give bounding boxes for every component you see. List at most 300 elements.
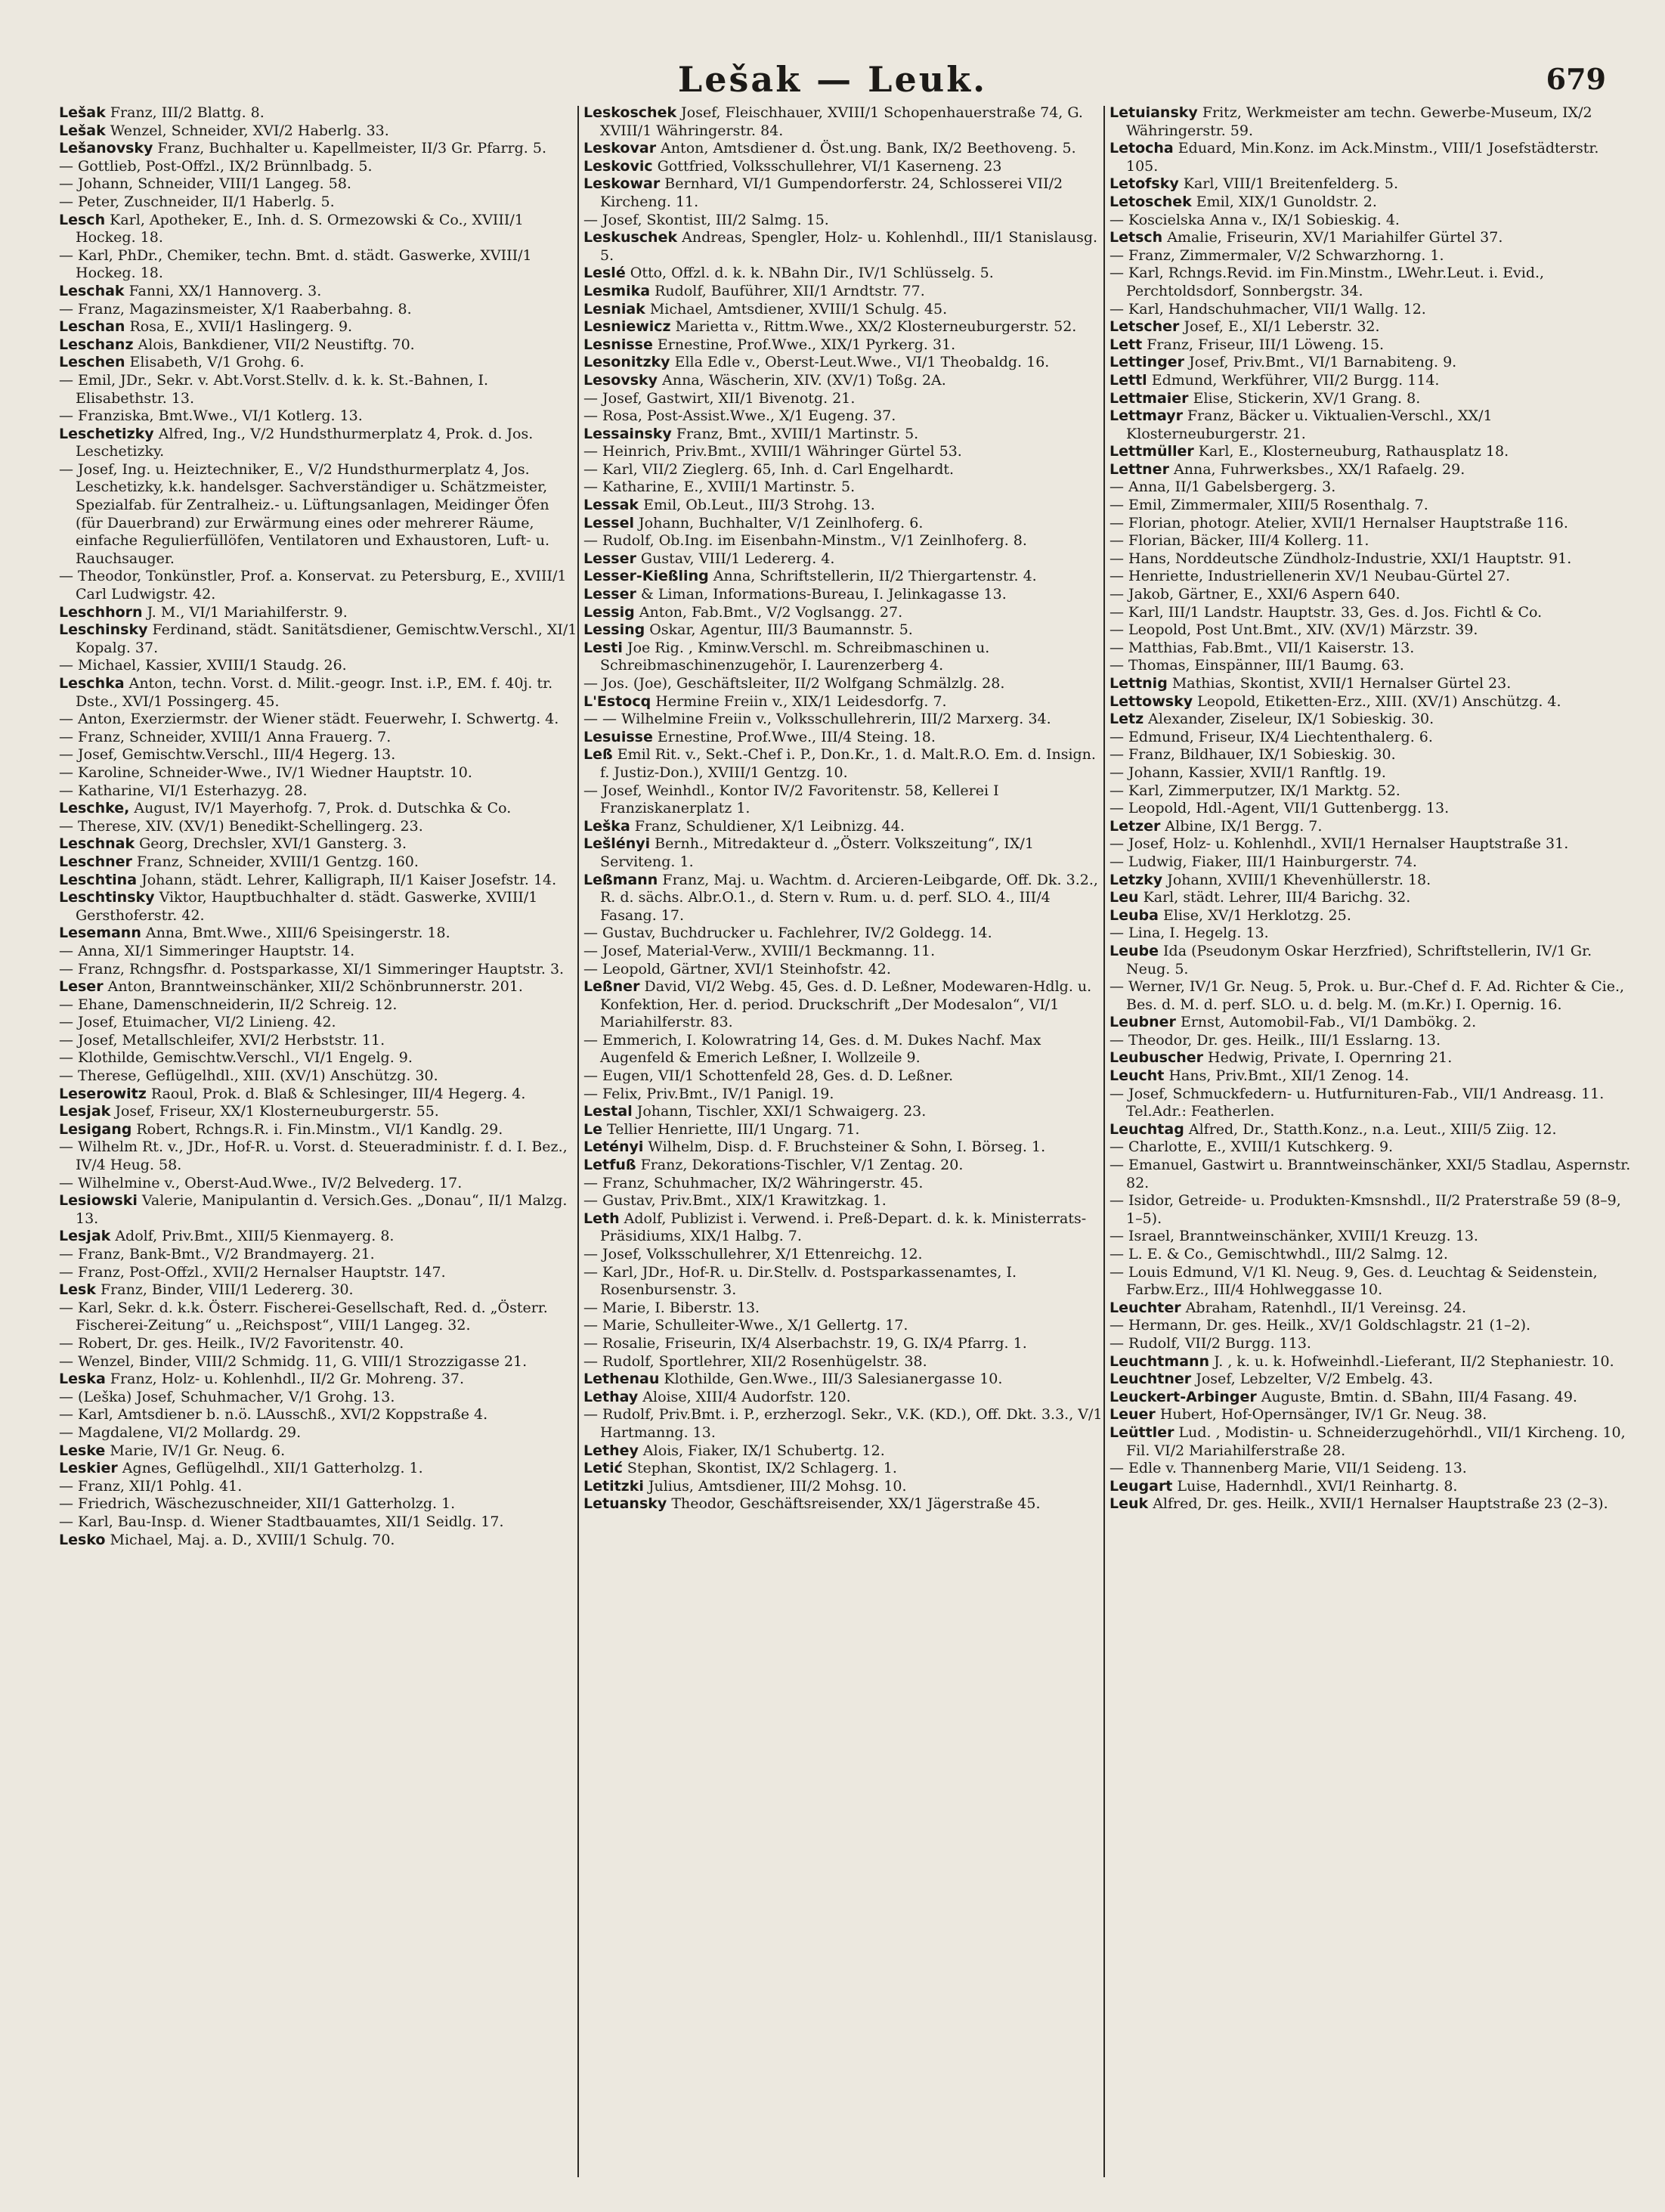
- directory-entry: — Gustav, Buchdrucker u. Fachlehrer, IV/2 Goldegg. 14.: [583, 925, 992, 942]
- directory-entry: Leschnak Georg, Drechsler, XVI/1 Gansterg. 3.: [59, 835, 407, 853]
- directory-entry: Letofsky Karl, VIII/1 Breitenfelderg. 5.: [1109, 175, 1398, 193]
- directory-entry: — Franz, Post-Offzl., XVII/2 Hernalser Hauptstr. 147.: [59, 1263, 446, 1281]
- directory-entry: — Franz, Rchngsfhr. d. Postsparkasse, XI/1 Simmeringer Hauptstr. 3.: [59, 960, 565, 977]
- entry-surname: Lettnig: [1109, 675, 1168, 692]
- directory-entry: — Klothilde, Gemischtw.Verschl., VI/1 Engelg. 9.: [59, 1049, 413, 1067]
- entry-surname: Lesovsky: [583, 371, 658, 389]
- directory-entry: — Josef, Gemischtw.Verschl., III/4 Hegerg. 13.: [59, 746, 396, 764]
- entry-surname: Lethenau: [583, 1371, 660, 1388]
- directory-entry: Lesti Joe Rig. , Kminw.Verschl. m. Schreibmaschinen u. Schreibmaschinenzugehör, I. Laurenzerberg 4.: [583, 639, 990, 674]
- directory-entry: Lettmaier Elise, Stickerin, XV/1 Grang. 8.: [1109, 389, 1421, 407]
- directory-entry: Leschan Rosa, E., XVII/1 Haslingerg. 9.: [59, 318, 353, 336]
- entry-surname: Leschinsky: [59, 621, 148, 639]
- entry-surname: Leuckert-Arbinger: [1109, 1388, 1257, 1405]
- directory-entry: Leschhorn J. M., VI/1 Mariahilferstr. 9.: [59, 603, 348, 621]
- directory-entry: — Karl, Handschuhmacher, VII/1 Wallg. 12.: [1109, 300, 1426, 318]
- directory-entry: — Jos. (Joe), Geschäftsleiter, II/2 Wolfgang Schmälzlg. 28.: [583, 675, 1005, 692]
- entry-surname: Leška: [583, 817, 630, 835]
- directory-entry: Leugart Luise, Hadernhdl., XVI/1 Reinhartg. 8.: [1109, 1477, 1458, 1495]
- directory-entry: — Wilhelm Rt. v., JDr., Hof-R. u. Vorst. d. Steueradministr. f. d. I. Bez., IV/4 Heug. 58.: [59, 1139, 568, 1174]
- entry-surname: Leschen: [59, 354, 125, 371]
- entry-surname: Leubuscher: [1109, 1049, 1204, 1067]
- directory-entry: — Anton, Exerziermstr. der Wiener städt. Feuerwehr, I. Schwertg. 4.: [59, 711, 559, 728]
- directory-entry: Leslé Otto, Offzl. d. k. k. NBahn Dir., IV/1 Schlüsselg. 5.: [583, 265, 994, 282]
- directory-entry: — Josef, Etuimacher, VI/2 Linieng. 42.: [59, 1014, 336, 1031]
- directory-entry: — Franz, Bildhauer, IX/1 Sobieskig. 30.: [1109, 746, 1396, 764]
- directory-entry: Leske Marie, IV/1 Gr. Neug. 6.: [59, 1442, 286, 1459]
- entry-surname: Leska: [59, 1371, 106, 1388]
- entry-surname: Leschka: [59, 675, 125, 692]
- directory-entry: — Josef, Metallschleifer, XVI/2 Herbststr. 11.: [59, 1031, 385, 1049]
- entry-surname: Lessainsky: [583, 425, 672, 442]
- directory-entry: Lett Franz, Friseur, III/1 Löweng. 15.: [1109, 336, 1385, 353]
- directory-entry: — Louis Edmund, V/1 Kl. Neug. 9, Ges. d. Leuchtag & Seidenstein, Farbw.Erz., III/4 Hohlweggasse 10.: [1109, 1263, 1598, 1299]
- directory-entry: — Ludwig, Fiaker, III/1 Hainburgerstr. 74.: [1109, 853, 1417, 870]
- page-number: 679: [1546, 62, 1606, 96]
- directory-entry: — Anna, XI/1 Simmeringer Hauptstr. 14.: [59, 942, 355, 959]
- directory-entry: Leßmann Franz, Maj. u. Wachtm. d. Arcieren-Leibgarde, Off. Dk. 3.2., R. d. sächs. Albr.O.1., d. Stern v. Rum. u. d. perf. SLO. 4., III/4 Fasang. 17.: [583, 871, 1098, 924]
- directory-entry: — Heinrich, Priv.Bmt., XVIII/1 Währinger Gürtel 53.: [583, 443, 962, 460]
- directory-entry: Leüttler Lud. , Modistin- u. Schneiderzugehörhdl., VII/1 Kircheng. 10, Fil. VI/2 Mariahilferstraße 28.: [1109, 1424, 1626, 1459]
- entry-surname: Letitzki: [583, 1477, 644, 1495]
- directory-entry: — Emanuel, Gastwirt u. Branntweinschänker, XXI/5 Stadlau, Aspernstr. 82.: [1109, 1157, 1631, 1191]
- entry-surname: Leserowitz: [59, 1085, 147, 1102]
- entry-surname: Leüttler: [1109, 1424, 1174, 1441]
- directory-entry: — Felix, Priv.Bmt., IV/1 Panigl. 19.: [583, 1085, 834, 1102]
- directory-entry: Letsch Amalie, Friseurin, XV/1 Mariahilfer Gürtel 37.: [1109, 229, 1503, 246]
- directory-entry: — Anna, II/1 Gabelsbergerg. 3.: [1109, 479, 1336, 496]
- directory-entry: Lešlényi Bernh., Mitredakteur d. „Österr. Volkszeitung“, IX/1 Serviteng. 1.: [583, 835, 1034, 870]
- directory-entry: — Koscielska Anna v., IX/1 Sobieskig. 4.: [1109, 211, 1400, 228]
- directory-entry: Leuba Elise, XV/1 Herklotzg. 25.: [1109, 906, 1351, 924]
- entry-surname: Leskowar: [583, 175, 661, 193]
- entry-surname: Letuansky: [583, 1495, 667, 1513]
- entry-surname: Leugart: [1109, 1477, 1173, 1495]
- directory-entry: — Rudolf, VII/2 Burgg. 113.: [1109, 1334, 1311, 1352]
- directory-entry: Lethenau Klothilde, Gen.Wwe., III/3 Salesianergasse 10.: [583, 1371, 1003, 1388]
- directory-entry: — Lina, I. Hegelg. 13.: [1109, 925, 1269, 942]
- entry-surname: Leth: [583, 1210, 620, 1227]
- directory-entry: — Karl, PhDr., Chemiker, techn. Bmt. d. städt. Gaswerke, XVIII/1 Hockeg. 18.: [59, 246, 532, 282]
- entry-surname: Lesuisse: [583, 728, 653, 745]
- entry-surname: Leuchtag: [1109, 1120, 1184, 1138]
- directory-entry: Lettnig Mathias, Skontist, XVII/1 Hernalser Gürtel 23.: [1109, 675, 1512, 692]
- directory-entry: — Karl, Bau-Insp. d. Wiener Stadtbauamtes, XII/1 Seidlg. 17.: [59, 1513, 504, 1530]
- entry-surname: Leschke,: [59, 800, 130, 817]
- entry-surname: Leu: [1109, 889, 1139, 906]
- directory-entry: Lettmüller Karl, E., Klosterneuburg, Rathausplatz 18.: [1109, 443, 1509, 460]
- directory-entry: Leskovic Gottfried, Volksschullehrer, VI/1 Kaserneng. 23: [583, 157, 1002, 175]
- entry-surname: Lesmika: [583, 282, 651, 299]
- directory-entry: Lesjak Josef, Friseur, XX/1 Klosterneuburgerstr. 55.: [59, 1103, 439, 1120]
- entry-surname: Leschhorn: [59, 603, 143, 621]
- directory-entry: Leuchtner Josef, Lebzelter, V/2 Embelg. 43.: [1109, 1371, 1434, 1388]
- directory-entry: Letfuß Franz, Dekorations-Tischler, V/1 Zentag. 20.: [583, 1157, 964, 1174]
- entry-surname: Leskovar: [583, 140, 657, 157]
- entry-surname: Letuiansky: [1109, 104, 1198, 121]
- directory-entry: Leschinsky Ferdinand, städt. Sanitätsdiener, Gemischtw.Verschl., XI/1 Kopalg. 37.: [59, 621, 577, 656]
- directory-entry: — Karl, Rchngs.Revid. im Fin.Minstm., LWehr.Leut. i. Evid., Perchtoldsdorf, Sonnbergstr. 34.: [1109, 265, 1545, 299]
- directory-entry: Lesnisse Ernestine, Prof.Wwe., XIX/1 Pyrkerg. 31.: [583, 336, 956, 353]
- directory-entry: — Rosalie, Friseurin, IX/4 Alserbachstr. 19, G. IX/4 Pfarrg. 1.: [583, 1334, 1027, 1352]
- directory-entry: L'Estocq Hermine Freiin v., XIX/1 Leidesdorfg. 7.: [583, 692, 947, 710]
- entry-surname: Leschan: [59, 318, 125, 336]
- directory-entry: — Eugen, VII/1 Schottenfeld 28, Ges. d. D. Leßner.: [583, 1067, 954, 1085]
- directory-entry: — Friedrich, Wäschezuschneider, XII/1 Gatterholzg. 1.: [59, 1495, 456, 1513]
- entry-surname: Lešak: [59, 122, 106, 139]
- entry-surname: Leucht: [1109, 1067, 1165, 1085]
- directory-entry: Lesonitzky Ella Edle v., Oberst-Leut.Wwe., VI/1 Theobaldg. 16.: [583, 354, 1050, 371]
- directory-entry: — Marie, Schulleiter-Wwe., X/1 Gellertg. 17.: [583, 1317, 908, 1334]
- directory-entry: Leuchter Abraham, Ratenhdl., II/1 Vereinsg. 24.: [1109, 1299, 1467, 1316]
- directory-entry: — Franz, Schuhmacher, IX/2 Währingerstr. 45.: [583, 1174, 924, 1191]
- entry-surname: Lessel: [583, 514, 635, 531]
- directory-entry: Leschen Elisabeth, V/1 Grohg. 6.: [59, 354, 305, 371]
- entry-surname: Leskoschek: [583, 104, 677, 121]
- directory-entry: Lessig Anton, Fab.Bmt., V/2 Voglsangg. 27.: [583, 603, 903, 621]
- directory-entry: — Karl, VII/2 Zieglerg. 65, Inh. d. Carl Engelhardt.: [583, 460, 955, 478]
- entry-surname: Lesch: [59, 211, 106, 228]
- directory-entry: — Marie, I. Biberstr. 13.: [583, 1299, 760, 1316]
- entry-surname: Lesjak: [59, 1103, 111, 1120]
- directory-entry: — Emil, Zimmermaler, XIII/5 Rosenthalg. 7.: [1109, 497, 1428, 514]
- entry-surname: Leuer: [1109, 1406, 1156, 1424]
- directory-entry: — Therese, Geflügelhdl., XIII. (XV/1) Anschützg. 30.: [59, 1067, 438, 1085]
- entry-surname: Lethay: [583, 1388, 639, 1405]
- directory-entry: — Henriette, Industriellenerin XV/1 Neubau-Gürtel 27.: [1109, 568, 1511, 585]
- directory-entry: Lešak Wenzel, Schneider, XVI/2 Haberlg. 33.: [59, 122, 389, 139]
- directory-entry: Letić Stephan, Skontist, IX/2 Schlagerg. 1.: [583, 1460, 897, 1477]
- entry-surname: Lesko: [59, 1531, 106, 1548]
- directory-entry: Lettl Edmund, Werkführer, VII/2 Burgg. 114.: [1109, 371, 1440, 389]
- directory-entry: — Emil, JDr., Sekr. v. Abt.Vorst.Stellv. d. k. k. St.-Bahnen, I. Elisabethstr. 13.: [59, 371, 489, 407]
- directory-entry: — Isidor, Getreide- u. Produkten-Kmsnshdl., II/2 Praterstraße 59 (8–9, 1–5).: [1109, 1192, 1621, 1227]
- directory-entry: Leschner Franz, Schneider, XVIII/1 Gentzg. 160.: [59, 853, 419, 870]
- directory-entry: Leserowitz Raoul, Prok. d. Blaß & Schlesinger, III/4 Hegerg. 4.: [59, 1085, 526, 1102]
- directory-entry: — Josef, Weinhdl., Kontor IV/2 Favoritenstr. 58, Kellerei I Franziskanerplatz 1.: [583, 782, 999, 817]
- directory-entry: — Theodor, Tonkünstler, Prof. a. Konservat. zu Petersburg, E., XVIII/1 Carl Ludwigstr. 42.: [59, 568, 567, 603]
- directory-entry: — Wilhelmine v., Oberst-Aud.Wwe., IV/2 Belvederg. 17.: [59, 1174, 463, 1191]
- entry-surname: Lešlényi: [583, 835, 651, 853]
- directory-entry: Leskuschek Andreas, Spengler, Holz- u. Kohlenhdl., III/1 Stanislausg. 5.: [583, 229, 1098, 264]
- directory-entry: — Josef, Material-Verw., XVIII/1 Beckmanng. 11.: [583, 942, 936, 959]
- directory-entry: Lesser & Liman, Informations-Bureau, I. Jelinkagasse 13.: [583, 586, 1007, 603]
- directory-entry: Leska Franz, Holz- u. Kohlenhdl., II/2 Gr. Mohreng. 37.: [59, 1371, 465, 1388]
- directory-entry: Letényi Wilhelm, Disp. d. F. Bruchsteiner & Sohn, I. Börseg. 1.: [583, 1139, 1046, 1156]
- entry-surname: Lesk: [59, 1281, 96, 1299]
- entry-surname: Letić: [583, 1460, 623, 1477]
- entry-surname: Leßner: [583, 978, 640, 996]
- directory-entry: Letscher Josef, E., XI/1 Leberstr. 32.: [1109, 318, 1380, 336]
- directory-entry: Letocha Eduard, Min.Konz. im Ack.Minstm., VIII/1 Josefstädterstr. 105.: [1109, 140, 1599, 175]
- directory-entry: Lessak Emil, Ob.Leut., III/3 Strohg. 13.: [583, 497, 875, 514]
- directory-entry: — Karl, JDr., Hof-R. u. Dir.Stellv. d. Postsparkassenamtes, I. Rosenbursenstr. 3.: [583, 1263, 1017, 1299]
- directory-entry: Lestal Johann, Tischler, XXI/1 Schwaigerg. 23.: [583, 1103, 927, 1120]
- directory-entry: Lešanovsky Franz, Buchhalter u. Kapellmeister, II/3 Gr. Pfarrg. 5.: [59, 140, 547, 157]
- directory-entry: — Werner, IV/1 Gr. Neug. 5, Prok. u. Bur.-Chef d. F. Ad. Richter & Cie., Bes. d. M. d. perf. SLO. u. d. belg. M. (m.Kr.) I. Opernig. 16.: [1109, 978, 1625, 1013]
- directory-entry: Leuer Hubert, Hof-Opernsänger, IV/1 Gr. Neug. 38.: [1109, 1406, 1487, 1424]
- entry-surname: Lessing: [583, 621, 645, 639]
- directory-entry: — Leopold, Gärtner, XVI/1 Steinhofstr. 42.: [583, 960, 891, 977]
- column-middle: [583, 104, 1105, 2176]
- directory-entry: Lesiowski Valerie, Manipulantin d. Versich.Ges. „Donau“, II/1 Malzg. 13.: [59, 1192, 568, 1227]
- entry-surname: Leuchter: [1109, 1299, 1181, 1316]
- directory-entry: — Therese, XIV. (XV/1) Benedikt-Schellingerg. 23.: [59, 817, 423, 835]
- entry-surname: Lesonitzky: [583, 354, 670, 371]
- directory-entry: — Michael, Kassier, XVIII/1 Staudg. 26.: [59, 657, 347, 674]
- directory-entry: Leskoschek Josef, Fleischhauer, XVIII/1 Schopenhauerstraße 74, G. XVIII/1 Währingerstr. 84.: [583, 104, 1083, 139]
- directory-entry: — Josef, Gastwirt, XII/1 Bivenotg. 21.: [583, 389, 856, 407]
- entry-surname: Letfuß: [583, 1157, 636, 1174]
- directory-entry: Leskier Agnes, Geflügelhdl., XII/1 Gatterholzg. 1.: [59, 1460, 423, 1477]
- directory-entry: — Johann, Schneider, VIII/1 Langeg. 58.: [59, 175, 351, 193]
- directory-entry: Leschtinsky Viktor, Hauptbuchhalter d. städt. Gaswerke, XVIII/1 Gersthoferstr. 42.: [59, 889, 538, 924]
- entry-surname: Letz: [1109, 711, 1144, 728]
- directory-entry: — Leopold, Hdl.-Agent, VII/1 Guttenbergg. 13.: [1109, 800, 1450, 817]
- entry-surname: Leschak: [59, 282, 125, 299]
- entry-surname: Lešak: [59, 104, 106, 121]
- directory-entry: Leuchtmann J. , k. u. k. Hofweinhdl.-Lieferant, II/2 Stephaniestr. 10.: [1109, 1352, 1614, 1370]
- directory-entry: — Rosa, Post-Assist.Wwe., X/1 Eugeng. 37.: [583, 407, 896, 425]
- directory-entry: Leßner David, VI/2 Webg. 45, Ges. d. D. Leßner, Modewaren-Hdlg. u. Konfektion, Her. d. period. Druckschrift „Der Modesalon“, VI/1 Mariahilferstr. 83.: [583, 978, 1092, 1031]
- entry-surname: Lesnisse: [583, 336, 653, 353]
- entry-surname: Lesser: [583, 550, 636, 567]
- entry-surname: Leschnak: [59, 835, 135, 853]
- directory-entry: Lesniak Michael, Amtsdiener, XVIII/1 Schulg. 45.: [583, 300, 948, 318]
- directory-entry: Lesovsky Anna, Wäscherin, XIV. (XV/1) Toßg. 2A.: [583, 371, 946, 389]
- directory-entry: Leschke, August, IV/1 Mayerhofg. 7, Prok. d. Dutschka & Co.: [59, 800, 512, 817]
- directory-entry: Letitzki Julius, Amtsdiener, III/2 Mohsg. 10.: [583, 1477, 907, 1495]
- directory-entry: — Franz, Magazinsmeister, X/1 Raaberbahng. 8.: [59, 300, 412, 318]
- entry-surname: Leßmann: [583, 871, 658, 888]
- entry-surname: Leschtinsky: [59, 889, 155, 906]
- entry-surname: Lessak: [583, 497, 639, 514]
- entry-surname: Letsch: [1109, 229, 1163, 246]
- directory-entry: — Rudolf, Sportlehrer, XII/2 Rosenhügelstr. 38.: [583, 1352, 927, 1370]
- entry-surname: Leschanz: [59, 336, 134, 353]
- directory-entry: — Florian, Bäcker, III/4 Kollerg. 11.: [1109, 532, 1369, 550]
- directory-entry: — Charlotte, E., XVIII/1 Kutschkerg. 9.: [1109, 1139, 1394, 1156]
- directory-entry: Le Tellier Henriette, III/1 Ungarg. 71.: [583, 1120, 860, 1138]
- entry-surname: Lesniewicz: [583, 318, 671, 336]
- directory-entry: Leuckert-Arbinger Auguste, Bmtin. d. SBahn, III/4 Fasang. 49.: [1109, 1388, 1577, 1405]
- entry-surname: Leubner: [1109, 1014, 1176, 1031]
- directory-entry: Leschetizky Alfred, Ing., V/2 Hundsthurmerplatz 4, Prok. d. Jos. Leschetizky.: [59, 425, 534, 460]
- directory-entry: — Franz, XII/1 Pohlg. 41.: [59, 1477, 243, 1495]
- directory-entry: — Hans, Norddeutsche Zündholz-Industrie, XXI/1 Hauptstr. 91.: [1109, 550, 1572, 567]
- directory-entry: — Franz, Schneider, XVIII/1 Anna Frauerg. 7.: [59, 728, 391, 745]
- entry-surname: Leuba: [1109, 906, 1159, 924]
- directory-entry: — Katharine, VI/1 Esterhazyg. 28.: [59, 782, 308, 799]
- directory-entry: — Franz, Bank-Bmt., V/2 Brandmayerg. 21.: [59, 1246, 375, 1262]
- entry-surname: L'Estocq: [583, 692, 651, 710]
- directory-entry: Leuchtag Alfred, Dr., Statth.Konz., n.a. Leut., XIII/5 Ziig. 12.: [1109, 1120, 1557, 1138]
- entry-surname: Lettowsky: [1109, 692, 1193, 710]
- directory-entry: — Josef, Volksschullehrer, X/1 Ettenreichg. 12.: [583, 1246, 923, 1262]
- directory-entry: — Karl, Zimmerputzer, IX/1 Marktg. 52.: [1109, 782, 1400, 799]
- directory-entry: — Josef, Holz- u. Kohlenhdl., XVII/1 Hernalser Hauptstraße 31.: [1109, 835, 1569, 853]
- entry-surname: Lettl: [1109, 371, 1147, 389]
- directory-entry: — Johann, Kassier, XVII/1 Ranftlg. 19.: [1109, 764, 1386, 781]
- directory-entry: Lesemann Anna, Bmt.Wwe., XIII/6 Speisingerstr. 18.: [59, 925, 450, 942]
- directory-entry: — Magdalene, VI/2 Mollardg. 29.: [59, 1424, 302, 1441]
- directory-entry: Lettmayr Franz, Bäcker u. Viktualien-Verschl., XX/1 Klosterneuburgerstr. 21.: [1109, 407, 1493, 442]
- directory-entry: Leschtina Johann, städt. Lehrer, Kalligraph, II/1 Kaiser Josefstr. 14.: [59, 871, 557, 888]
- directory-entry: Leu Karl, städt. Lehrer, III/4 Barichg. 32.: [1109, 889, 1411, 906]
- directory-entry: Leschanz Alois, Bankdiener, VII/2 Neustiftg. 70.: [59, 336, 415, 353]
- directory-entry: Lesser Gustav, VIII/1 Ledererg. 4.: [583, 550, 835, 567]
- directory-entry: — Josef, Skontist, III/2 Salmg. 15.: [583, 211, 829, 228]
- column-right: [1109, 104, 1631, 2176]
- entry-surname: Leske: [59, 1442, 106, 1459]
- entry-surname: Leser: [59, 978, 104, 996]
- entry-surname: Lešanovsky: [59, 140, 153, 157]
- entry-surname: Leuchtner: [1109, 1371, 1192, 1388]
- directory-entry: Letzer Albine, IX/1 Bergg. 7.: [1109, 817, 1323, 835]
- directory-entry: — Gottlieb, Post-Offzl., IX/2 Brünnlbadg. 5.: [59, 157, 373, 175]
- directory-entry: — Thomas, Einspänner, III/1 Baumg. 63.: [1109, 657, 1404, 674]
- directory-entry: — Franz, Zimmermaler, V/2 Schwarzhorng. 1.: [1109, 246, 1444, 264]
- entry-surname: Lesjak: [59, 1228, 111, 1245]
- entry-surname: Leß: [583, 746, 613, 764]
- entry-surname: Lesemann: [59, 925, 141, 942]
- entry-surname: Lethey: [583, 1442, 639, 1459]
- directory-entry: Lesko Michael, Maj. a. D., XVIII/1 Schulg. 70.: [59, 1531, 395, 1548]
- directory-entry: — Rudolf, Priv.Bmt. i. P., erzherzogl. Sekr., V.K. (KD.), Off. Dkt. 3.3., V/1 Hartmanng. 13.: [583, 1406, 1103, 1441]
- directory-entry: — Matthias, Fab.Bmt., VII/1 Kaiserstr. 13.: [1109, 639, 1415, 656]
- directory-entry: — Josef, Schmuckfedern- u. Hutfurnituren-Fab., VII/1 Andreasg. 11. Tel.Adr.: Featherlen.: [1109, 1085, 1605, 1120]
- entry-surname: Lesti: [583, 639, 623, 656]
- entry-surname: Le: [583, 1120, 602, 1138]
- directory-entry: Leuk Alfred, Dr. ges. Heilk., XVII/1 Hernalser Hauptstraße 23 (2–3).: [1109, 1495, 1608, 1513]
- entry-surname: Lestal: [583, 1103, 633, 1120]
- directory-entry: Lesjak Adolf, Priv.Bmt., XIII/5 Kienmayerg. 8.: [59, 1228, 395, 1245]
- directory-entry: — Leopold, Post Unt.Bmt., XIV. (XV/1) Märzstr. 39.: [1109, 621, 1478, 639]
- directory-entry: Letzky Johann, XVIII/1 Khevenhüllerstr. 18.: [1109, 871, 1431, 888]
- entry-surname: Lessig: [583, 603, 635, 621]
- directory-entry: — Josef, Ing. u. Heiztechniker, E., V/2 Hundsthurmerplatz 4, Jos. Leschetizky, k.k. handelsger. Sachverständiger u. Schätzmeister, Spezialfab. für Zentralheiz.- u. Lüftungsanlagen, Meidinger Öfen (für Dauerbrand) zur Erwärmung eines oder mehrerer Räume, einfache Regulierfüllöfen, Ventilatoren und Exhaustoren, Luft- u. Rauchsauger.: [59, 460, 549, 567]
- directory-entry: — Rudolf, Ob.Ing. im Eisenbahn-Minstm., V/1 Zeinlhoferg. 8.: [583, 532, 1027, 550]
- directory-entry: — Theodor, Dr. ges. Heilk., III/1 Esslarng. 13.: [1109, 1031, 1441, 1049]
- directory-entry: Leß Emil Rit. v., Sekt.-Chef i. P., Don.Kr., 1. d. Malt.R.O. Em. d. Insign. f. Justiz-Don.), XVIII/1 Gentzg. 10.: [583, 746, 1096, 781]
- directory-entry: Lešak Franz, III/2 Blattg. 8.: [59, 104, 265, 121]
- directory-entry: — Gustav, Priv.Bmt., XIX/1 Krawitzkag. 1.: [583, 1192, 887, 1210]
- directory-entry: — Robert, Dr. ges. Heilk., IV/2 Favoritenstr. 40.: [59, 1334, 404, 1352]
- directory-entry: — (Leška) Josef, Schuhmacher, V/1 Grohg. 13.: [59, 1388, 395, 1405]
- entry-surname: Lettmayr: [1109, 407, 1183, 425]
- directory-entry: Lesser-Kießling Anna, Schriftstellerin, II/2 Thiergartenstr. 4.: [583, 568, 1037, 585]
- directory-entry: Lesigang Robert, Rchngs.R. i. Fin.Minstm., VI/1 Kandlg. 29.: [59, 1120, 503, 1138]
- directory-entry: Letz Alexander, Ziseleur, IX/1 Sobieskig. 30.: [1109, 711, 1434, 728]
- entry-surname: Leskuschek: [583, 229, 678, 246]
- entry-surname: Letzky: [1109, 871, 1163, 888]
- directory-entry: — Wenzel, Binder, VIII/2 Schmidg. 11, G. VIII/1 Strozzigasse 21.: [59, 1352, 528, 1370]
- directory-entry: Lesk Franz, Binder, VIII/1 Ledererg. 30.: [59, 1281, 354, 1299]
- directory-entry: Lettinger Josef, Priv.Bmt., VI/1 Barnabiteng. 9.: [1109, 354, 1457, 371]
- entry-surname: Lesser-Kießling: [583, 568, 709, 585]
- directory-entry: — Karl, Amtsdiener b. n.ö. LAusschß., XVI/2 Koppstraße 4.: [59, 1406, 488, 1424]
- entry-surname: Lettner: [1109, 460, 1169, 478]
- directory-entry: Lessainsky Franz, Bmt., XVIII/1 Martinstr. 5.: [583, 425, 919, 442]
- directory-entry: — L. E. & Co., Gemischtwhdl., III/2 Salmg. 12.: [1109, 1246, 1448, 1262]
- directory-entry: Lesuisse Ernestine, Prof.Wwe., III/4 Steing. 18.: [583, 728, 936, 745]
- entry-surname: Lesniak: [583, 300, 645, 318]
- directory-entry: Lesniewicz Marietta v., Rittm.Wwe., XX/2 Klosterneuburgerstr. 52.: [583, 318, 1077, 336]
- directory-entry: — Jakob, Gärtner, E., XXI/6 Aspern 640.: [1109, 586, 1400, 603]
- directory-entry: — Emmerich, I. Kolowratring 14, Ges. d. M. Dukes Nachf. Max Augenfeld & Emerich Leßner, I. Wollzeile 9.: [583, 1031, 1041, 1067]
- directory-entry: — Karl, III/1 Landstr. Hauptstr. 33, Ges. d. Jos. Fichtl & Co.: [1109, 603, 1543, 621]
- directory-entry: Lesch Karl, Apotheker, E., Inh. d. S. Ormezowski & Co., XVIII/1 Hockeg. 18.: [59, 211, 524, 246]
- directory-entry: Leucht Hans, Priv.Bmt., XII/1 Zenog. 14.: [1109, 1067, 1410, 1085]
- directory-entry: Leskowar Bernhard, VI/1 Gumpendorferstr. 24, Schlosserei VII/2 Kircheng. 11.: [583, 175, 1063, 210]
- directory-entry: — Franziska, Bmt.Wwe., VI/1 Kotlerg. 13.: [59, 407, 363, 425]
- directory-entry: Leschak Fanni, XX/1 Hannoverg. 3.: [59, 282, 322, 299]
- directory-entry: — Hermann, Dr. ges. Heilk., XV/1 Goldschlagstr. 21 (1–2).: [1109, 1317, 1531, 1334]
- directory-entry: Leubner Ernst, Automobil-Fab., VI/1 Dambökg. 2.: [1109, 1014, 1477, 1031]
- entry-surname: Letofsky: [1109, 175, 1179, 193]
- directory-entry: — Karoline, Schneider-Wwe., IV/1 Wiedner Hauptstr. 10.: [59, 764, 472, 781]
- directory-entry: Letuiansky Fritz, Werkmeister am techn. Gewerbe-Museum, IX/2 Währingerstr. 59.: [1109, 104, 1592, 139]
- directory-entry: Letoschek Emil, XIX/1 Gunoldstr. 2.: [1109, 193, 1377, 210]
- directory-entry: — — Wilhelmine Freiin v., Volksschullehrerin, III/2 Marxerg. 34.: [583, 711, 1051, 728]
- entry-surname: Leschner: [59, 853, 132, 870]
- directory-entry: — Florian, photogr. Atelier, XVII/1 Hernalser Hauptstraße 116.: [1109, 514, 1568, 531]
- entry-surname: Lesser: [583, 586, 636, 603]
- directory-entry: — Israel, Branntweinschänker, XVIII/1 Kreuzg. 13.: [1109, 1228, 1478, 1245]
- directory-entry: Leube Ida (Pseudonym Oskar Herzfried), Schriftstellerin, IV/1 Gr. Neug. 5.: [1109, 942, 1592, 977]
- directory-entry: Leser Anton, Branntweinschänker, XII/2 Schönbrunnerstr. 201.: [59, 978, 523, 996]
- directory-entry: — Karl, Sekr. d. k.k. Österr. Fischerei-Gesellschaft, Red. d. „Österr. Fischerei-Zeitung“ u. „Reichspost“, VIII/1 Langeg. 32.: [59, 1299, 548, 1334]
- entry-surname: Leslé: [583, 265, 626, 282]
- directory-entry: Lethay Aloise, XIII/4 Audorfstr. 120.: [583, 1388, 851, 1405]
- directory-entry: Leubuscher Hedwig, Private, I. Opernring 21.: [1109, 1049, 1453, 1067]
- directory-entry: Lessel Johann, Buchhalter, V/1 Zeinlhoferg. 6.: [583, 514, 924, 531]
- directory-entry: Leth Adolf, Publizist i. Verwend. i. Preß-Depart. d. k. k. Ministerrats-Präsidiums, XIX/1 Halbg. 7.: [583, 1210, 1087, 1245]
- directory-entry: — Peter, Zuschneider, II/1 Haberlg. 5.: [59, 193, 335, 210]
- entry-surname: Letoschek: [1109, 193, 1192, 210]
- column-left: [59, 104, 580, 2176]
- entry-surname: Letényi: [583, 1139, 644, 1156]
- entry-surname: Letzer: [1109, 817, 1161, 835]
- directory-entry: Letuansky Theodor, Geschäftsreisender, XX/1 Jägerstraße 45.: [583, 1495, 1041, 1513]
- directory-entry: Lethey Alois, Fiaker, IX/1 Schubertg. 12.: [583, 1442, 885, 1459]
- directory-entry: Lesmika Rudolf, Bauführer, XII/1 Arndtstr. 77.: [583, 282, 925, 299]
- entry-surname: Lesiowski: [59, 1192, 138, 1210]
- directory-entry: Leška Franz, Schuldiener, X/1 Leibnizg. 44.: [583, 817, 905, 835]
- entry-surname: Leube: [1109, 942, 1159, 959]
- entry-surname: Leskier: [59, 1460, 118, 1477]
- entry-surname: Letocha: [1109, 140, 1174, 157]
- directory-entry: — Ehane, Damenschneiderin, II/2 Schreig. 12.: [59, 996, 398, 1013]
- entry-surname: Lettmaier: [1109, 389, 1189, 407]
- directory-entry: Lessing Oskar, Agentur, III/3 Baumannstr. 5.: [583, 621, 913, 639]
- entry-surname: Leuchtmann: [1109, 1352, 1210, 1370]
- entry-surname: Leschtina: [59, 871, 138, 888]
- directory-entry: — Katharine, E., XVIII/1 Martinstr. 5.: [583, 479, 856, 496]
- directory-entry: Leschka Anton, techn. Vorst. d. Milit.-geogr. Inst. i.P., EM. f. 40j. tr. Dste., XVI/1 Possingerg. 45.: [59, 675, 553, 710]
- directory-entry: Lettowsky Leopold, Etiketten-Erz., XIII. (XV/1) Anschützg. 4.: [1109, 692, 1561, 710]
- entry-surname: Leskovic: [583, 157, 653, 175]
- entry-surname: Lett: [1109, 336, 1143, 353]
- entry-surname: Leuk: [1109, 1495, 1149, 1513]
- directory-entry: — Edmund, Friseur, IX/4 Liechtenthalerg. 6.: [1109, 728, 1433, 745]
- page-title: Lešak — Leuk.: [677, 59, 988, 100]
- entry-surname: Leschetizky: [59, 425, 154, 442]
- directory-entry: Lettner Anna, Fuhrwerksbes., XX/1 Rafaelg. 29.: [1109, 460, 1465, 478]
- entry-surname: Lesigang: [59, 1120, 132, 1138]
- directory-entry: — Edle v. Thannenberg Marie, VII/1 Seideng. 13.: [1109, 1460, 1467, 1477]
- entry-surname: Lettinger: [1109, 354, 1185, 371]
